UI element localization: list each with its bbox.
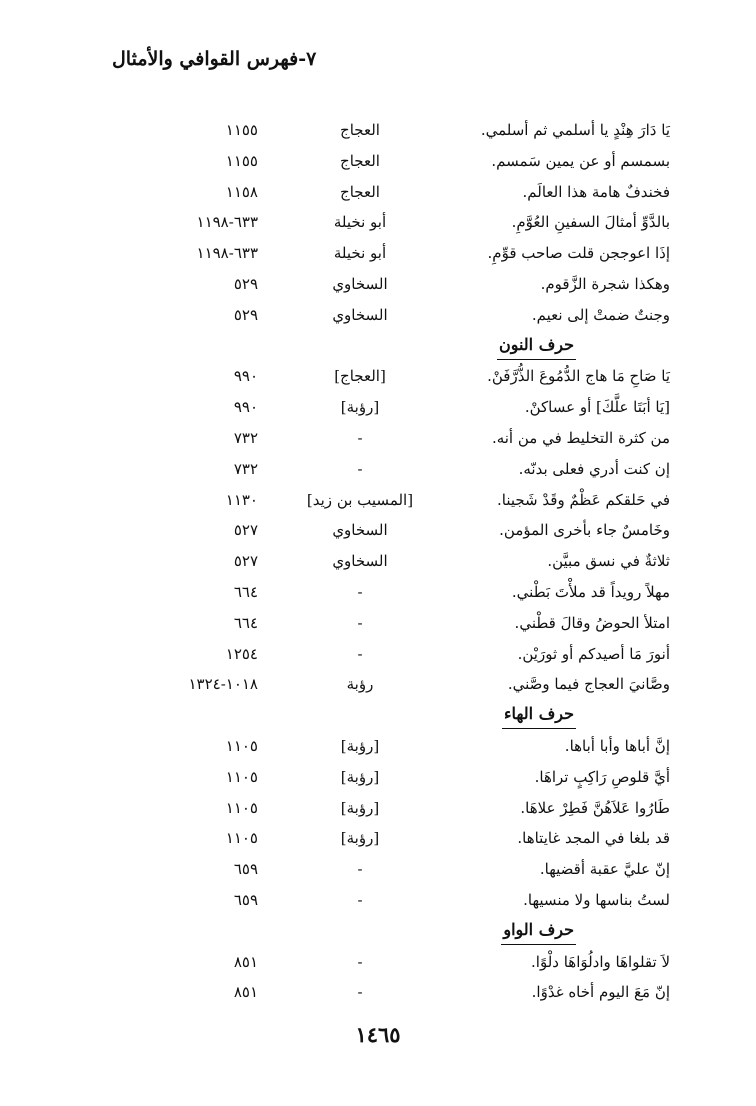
section-title: حرف الواو xyxy=(501,916,576,945)
verse-text: قد بلغا في المجد غايتاها. xyxy=(517,829,670,848)
page-refs: ١١٠٥ xyxy=(225,767,258,786)
verse-text: بالدَّوِّ أمثالَ السفينِ العُوَّمِ. xyxy=(511,213,670,232)
page-refs: ١١٥٨ xyxy=(225,182,258,201)
page-refs: ١١٣٠ xyxy=(225,490,258,509)
index-entry-row xyxy=(0,361,756,391)
page-refs: ٥٢٩ xyxy=(233,305,258,324)
poet-name: العجاج xyxy=(340,151,380,170)
page-refs: ١١٥٥ xyxy=(225,121,258,139)
index-entry-row xyxy=(0,731,756,761)
index-entry-row xyxy=(0,238,756,268)
page-refs: ١١٠٥ xyxy=(225,829,258,848)
poet-name: - xyxy=(357,983,363,1002)
poet-name: - xyxy=(357,952,363,971)
page-header: ٧-فهرس القوافي والأمثال xyxy=(112,48,317,70)
page-refs: ٩٩٠ xyxy=(233,367,258,386)
poet-name: السخاوي xyxy=(332,305,388,324)
poet-name: أبو نخيلة xyxy=(333,213,387,232)
poet-name: [رؤبة] xyxy=(340,767,380,786)
section-heading-row xyxy=(0,916,756,946)
page-refs: ٦٥٩ xyxy=(233,860,258,879)
verse-text: امتلأ الحوضُ وقالَ قطْني. xyxy=(514,613,670,632)
poet-name: السخاوي xyxy=(332,552,388,571)
poet-name: [رؤبة] xyxy=(340,829,380,848)
index-entry-row xyxy=(0,793,756,823)
poet-name: - xyxy=(357,644,363,663)
page-refs: ١٠١٨-١٣٢٤ xyxy=(188,675,258,694)
index-entry-row xyxy=(0,546,756,576)
verse-text: بسمسم أو عن يمين سَمسم. xyxy=(491,151,670,170)
verse-text: وهكذا شجرة الزَّقوم. xyxy=(540,275,670,293)
index-entry-row xyxy=(0,454,756,484)
verse-text: فخندفٌ هامة هذا العالَم. xyxy=(522,182,670,201)
poet-name: [العجاج] xyxy=(334,367,386,386)
page-refs: ٩٩٠ xyxy=(233,398,258,417)
poet-name: [رؤبة] xyxy=(340,398,380,417)
verse-text: أيَّ قلوصِ رَاكِبٍ تراهَا. xyxy=(534,767,670,786)
verse-text: إذَا اعوججن قلت صاحب قوِّمِ. xyxy=(487,244,670,263)
verse-text: أنورَ مَا أصيدكم أو ثورَيْن. xyxy=(517,644,670,663)
index-entry-row xyxy=(0,977,756,1007)
page-refs: ٧٣٢ xyxy=(233,459,258,478)
index-entry-row xyxy=(0,485,756,515)
poet-name: - xyxy=(357,429,363,447)
index-entry-row xyxy=(0,669,756,699)
page-refs: ١١٠٥ xyxy=(225,737,258,755)
page-refs: ٦٣٣-١١٩٨ xyxy=(196,213,258,232)
verse-text: مهلاً رويداً قد ملأْتَ بَطْني. xyxy=(511,583,670,601)
poet-name: [رؤبة] xyxy=(340,737,380,755)
index-entry-row xyxy=(0,115,756,145)
index-entry-row xyxy=(0,207,756,237)
page-number: ١٤٦٥ xyxy=(355,1022,401,1047)
page-refs: ٧٣٢ xyxy=(233,429,258,447)
section-title: حرف الهاء xyxy=(502,700,576,729)
index-entry-row xyxy=(0,146,756,176)
verse-text: لستُ بناسها ولا منسيها. xyxy=(523,891,670,909)
section-heading-row xyxy=(0,331,756,361)
verse-text: إنّ مَعَ اليوم أخاه غدْوًا. xyxy=(531,983,670,1002)
index-entry-row xyxy=(0,823,756,853)
page-refs: ٦٥٩ xyxy=(233,891,258,909)
poet-name: - xyxy=(357,459,363,478)
index-entry-row xyxy=(0,947,756,977)
verse-text: ثلاثةٌ في نسق مبيَّن. xyxy=(547,552,670,571)
poet-name: [رؤبة] xyxy=(340,798,380,817)
section-title: حرف النون xyxy=(497,331,576,360)
poet-name: - xyxy=(357,860,363,879)
section-heading-row xyxy=(0,700,756,730)
page-refs: ١٢٥٤ xyxy=(225,644,258,663)
index-entry-row xyxy=(0,300,756,330)
poet-name: [المسيب بن زيد] xyxy=(306,490,414,509)
index-entry-row xyxy=(0,392,756,422)
verse-text: وخَامسٌ جاء بأخرى المؤمن. xyxy=(499,521,670,540)
index-entry-row xyxy=(0,854,756,884)
index-entry-row xyxy=(0,639,756,669)
poet-name: السخاوي xyxy=(332,275,388,293)
page-refs: ٨٥١ xyxy=(233,952,258,971)
verse-text: إن كنت أدري فعلى بدنّه. xyxy=(518,459,670,478)
poet-name: - xyxy=(357,613,363,632)
index-entry-row xyxy=(0,885,756,915)
index-entry-row xyxy=(0,423,756,453)
index-entry-row xyxy=(0,515,756,545)
page-refs: ١١٥٥ xyxy=(225,151,258,170)
index-entry-row xyxy=(0,269,756,299)
page-refs: ٥٢٩ xyxy=(233,275,258,293)
verse-text: في حَلقكم عَظْمٌ وقَدْ شَجينا. xyxy=(496,490,670,509)
poet-name: العجاج xyxy=(340,182,380,201)
verse-text: إنَّ أباها وأبا أباها. xyxy=(564,737,670,755)
index-entry-row xyxy=(0,608,756,638)
page-refs: ٦٦٤ xyxy=(233,613,258,632)
verse-text: لاَ تقلواهَا وادلُوَاهَا دلْوًا. xyxy=(531,952,670,971)
poet-name: - xyxy=(357,891,363,909)
verse-text: يَا صَاحِ مَا هاج الدُّمُوعَ الذُّرَّفَنْ. xyxy=(487,367,670,386)
page-refs: ٦٣٣-١١٩٨ xyxy=(196,244,258,263)
verse-text: وصَّانيَ العجاج فيما وصَّني. xyxy=(507,675,670,694)
index-entry-row xyxy=(0,577,756,607)
verse-text: من كثرة التخليط في من أنه. xyxy=(491,429,670,447)
page-refs: ٥٢٧ xyxy=(233,552,258,571)
index-entry-row xyxy=(0,177,756,207)
page-refs: ١١٠٥ xyxy=(225,798,258,817)
page-refs: ٥٢٧ xyxy=(233,521,258,540)
verse-text: طَارُوا عَلاَهُنَّ فَطِرْ علاهَا. xyxy=(520,798,670,817)
poet-name: أبو نخيلة xyxy=(333,244,387,263)
poet-name: رؤبة xyxy=(346,675,374,694)
poet-name: العجاج xyxy=(340,121,380,139)
verse-text: [يَا أبَتَا علَّكَ] أو عساكنْ. xyxy=(524,398,670,417)
verse-text: إنّ عليَّ عقبة أقضيها. xyxy=(539,860,670,879)
poet-name: السخاوي xyxy=(332,521,388,540)
page-refs: ٦٦٤ xyxy=(233,583,258,601)
verse-text: يَا دَارَ هِنْدٍ يا أسلمي ثم أسلمي. xyxy=(480,121,670,139)
verse-text: وجنتٌ ضمتْ إلى نعيم. xyxy=(531,305,670,324)
index-entry-row xyxy=(0,762,756,792)
poet-name: - xyxy=(357,583,363,601)
page-refs: ٨٥١ xyxy=(233,983,258,1002)
